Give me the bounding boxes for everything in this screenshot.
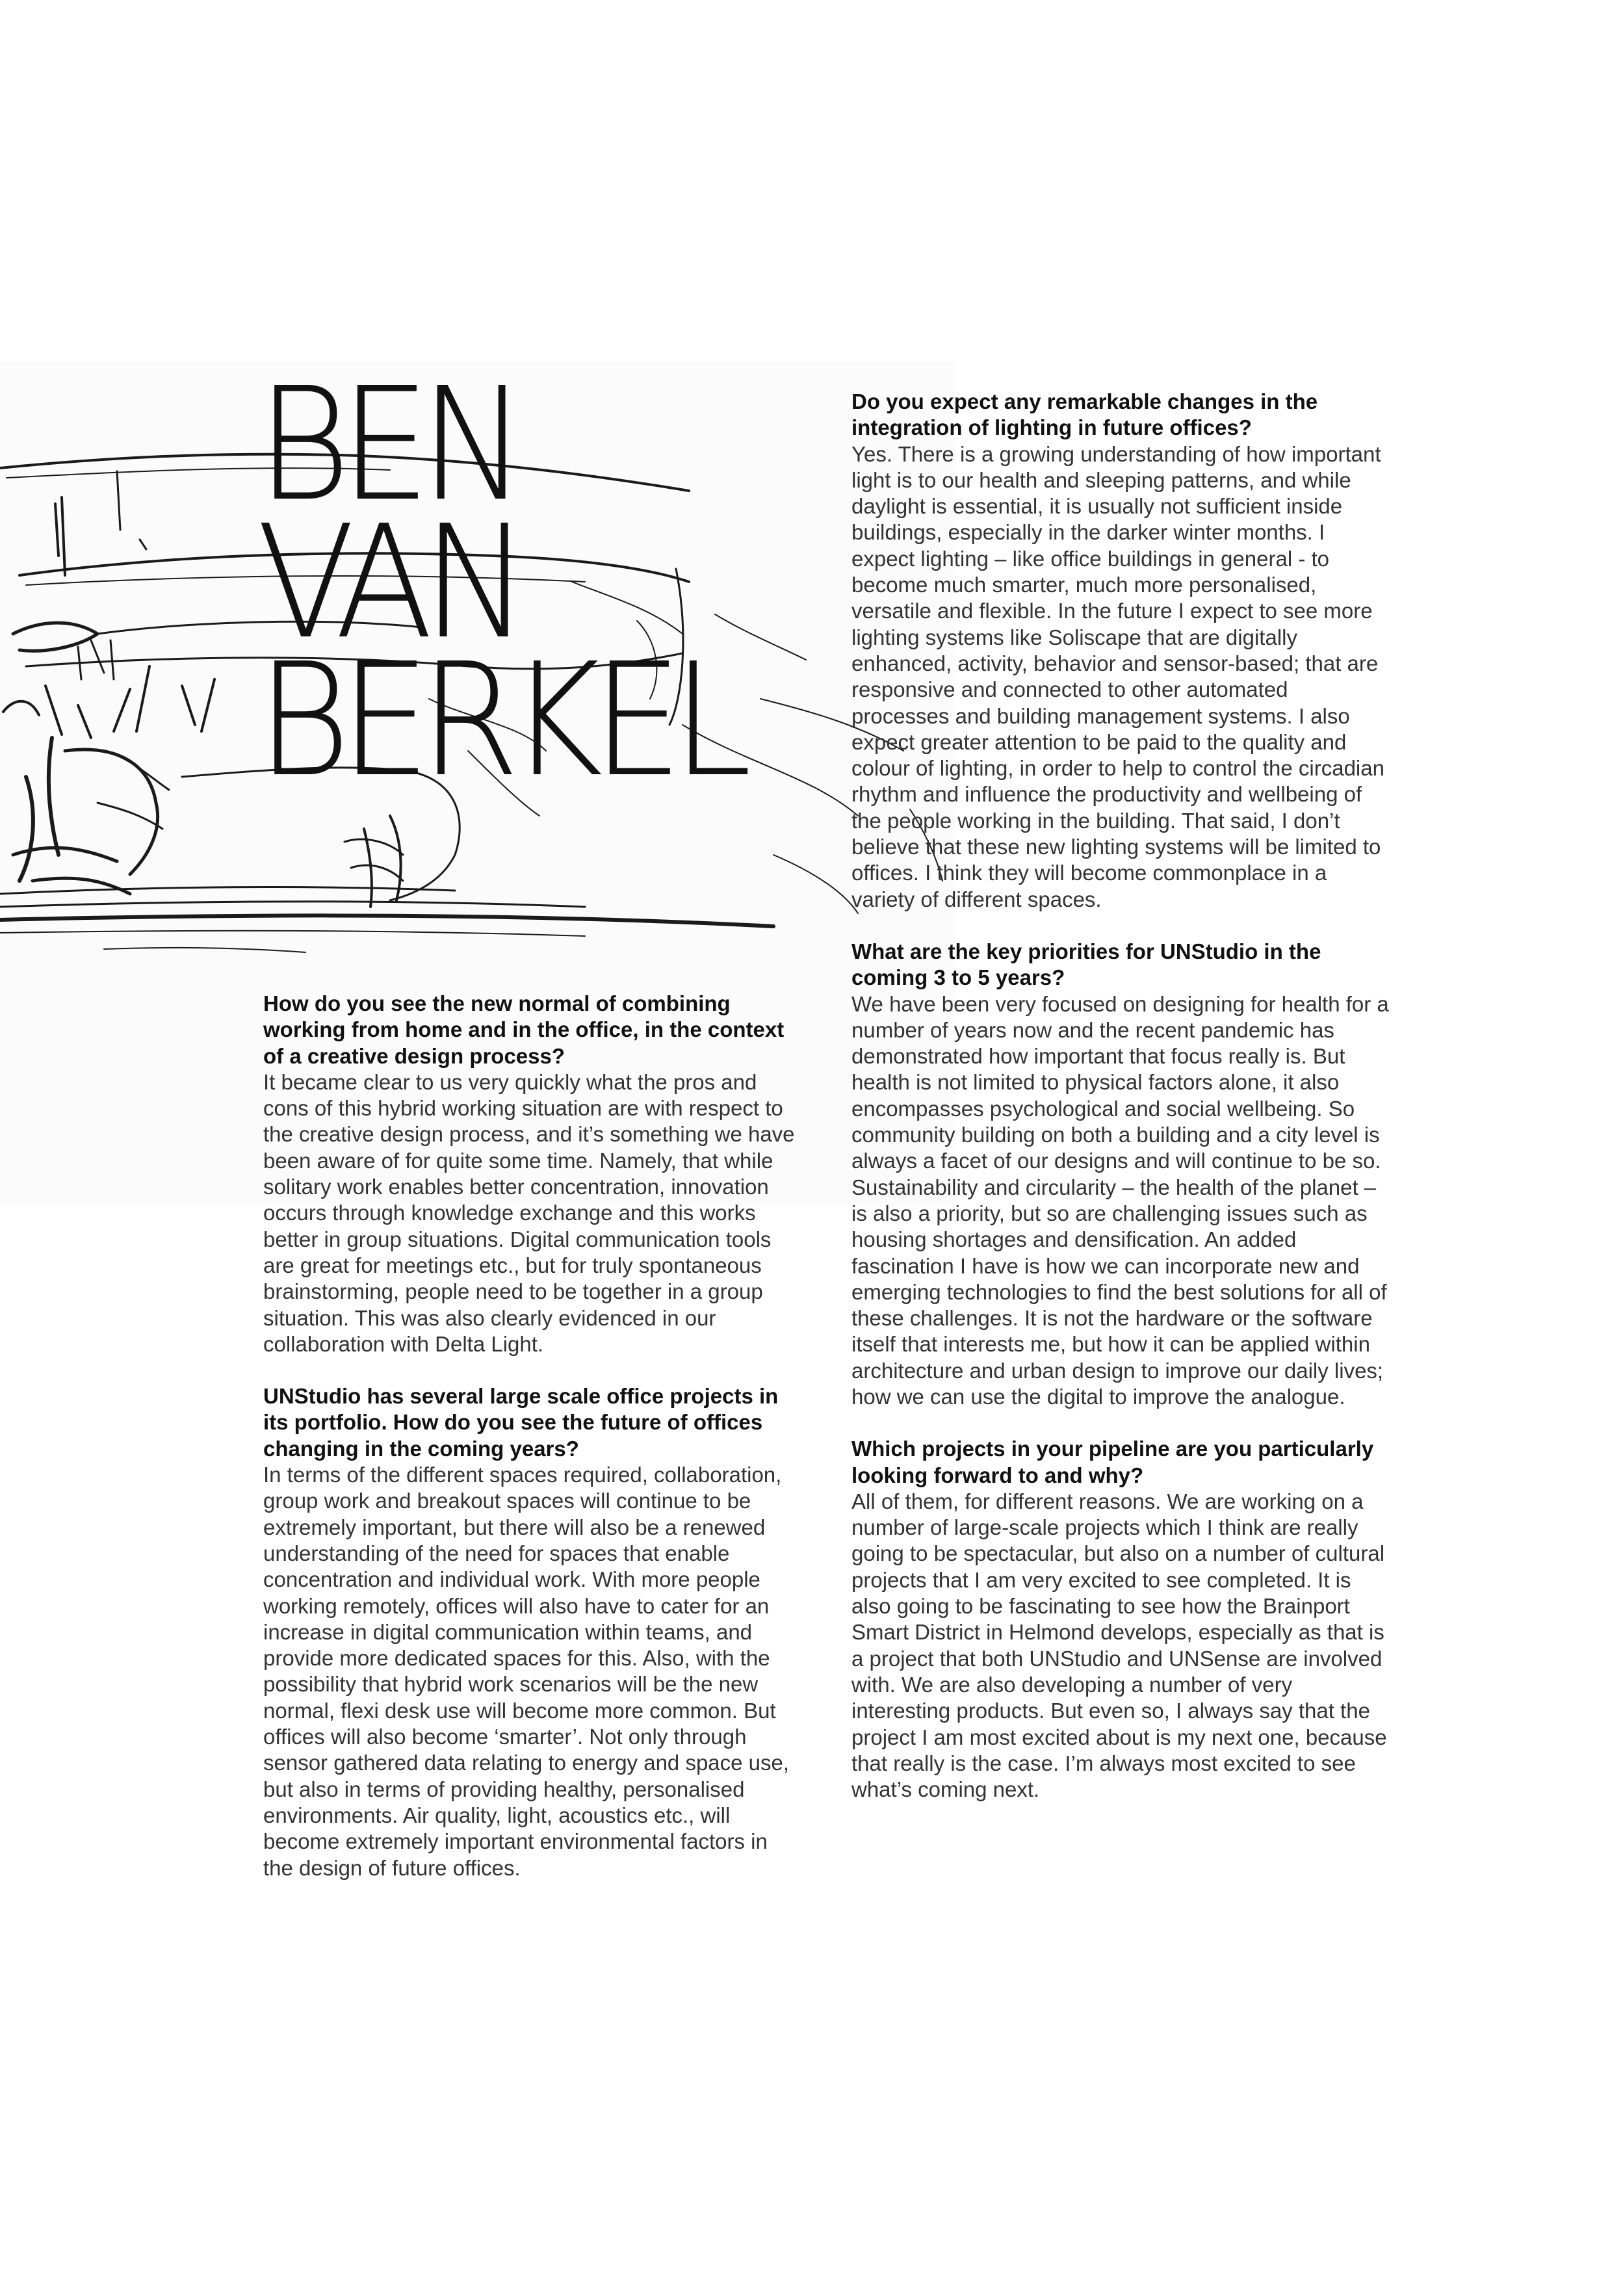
title-line-1: BEN	[257, 354, 517, 536]
left-column	[263, 991, 803, 1907]
answer-paragraph: We have been very focused on designing for health for a number of years now and the recent pandemic has demonstrated how important that focus really is. But health is not limited to physical factors alone, it also encompasses psychological and social wellbeing. So community building on both a building and a city level is always a facet of our designs and will continue to be so. Sustainability and circularity – the health of the planet – is also a priority, but so are challenging issues such as housing shortages and densification. An added fascination I have is how we can incorporate new and emerging technologies to find the best solutions for all of these challenges. It is not the hardware or the software itself that interests me, but how it can be applied within architecture and urban design to improve our daily lives; how we can use the digital to improve the analogue.	[851, 991, 1389, 1409]
answer-paragraph: It became clear to us very quickly what the pros and cons of this hybrid working situation are with respect to the creative design process, and it’s something we have been aware of for quite some time. Namely, that while solitary work enables better concentration, innovation occurs through knowledge exchange and this works better in group situations. Digital communication tools are great for meetings etc., but for truly spontaneous brainstorming, people need to be together in a group situation. This was also clearly evidenced in our collaboration with Delta Light.	[263, 1069, 795, 1356]
title-line-3: BERKEL	[257, 629, 742, 811]
answer-paragraph: In terms of the different spaces required, collaboration, group work and breakout spaces will continue to be extremely important, but there will also be a renewed understanding of the need for spaces that enable concentration and individual work. With more people working remotely, offices will also have to cater for an increase in digital communication within teams, and provide more dedicated spaces for this. Also, with the possibility that hybrid work scenarios will be the new normal, flexi desk use will become more common. But offices will also become ‘smarter’. Not only through sensor gathered data relating to energy and space use, but also in terms of providing healthy, personalised environments. Air quality, light, acoustics etc., will become extremely important environmental factors in the design of future offices.	[263, 1463, 790, 1880]
question-heading: Do you expect any remarkable changes in the integration of lighting in future offices?	[851, 389, 1318, 440]
question-heading: UNStudio has several large scale office projects in its portfolio. How do you see the future of offices changing in the coming years?	[263, 1384, 779, 1461]
question-heading: What are the key priorities for UNStudio in the coming 3 to 5 years?	[851, 939, 1321, 990]
right-column	[851, 389, 1391, 1829]
title-line-2: VAN	[257, 491, 519, 673]
question-heading: How do you see the new normal of combining working from home and in the office, in the context of a creative design process?	[263, 991, 785, 1068]
answer-paragraph: All of them, for different reasons. We are working on a number of large-scale projects which I think are really going to be spectacular, but also on a number of cultural projects that I am very excited to see completed. It is also going to be fascinating to see how the Brainport Smart District in Helmond develops, especially as that is a project that both UNStudio and UNSense are involved with. We are also developing a number of very interesting products. But even so, I always say that the project I am most excited about is my next one, because that really is the case. I’m always most excited to see what’s coming next.	[851, 1489, 1387, 1802]
page-title	[257, 354, 742, 811]
answer-paragraph: Yes. There is a growing understanding of how important light is to our health and sleeping patterns, and while daylight is essential, it is usually not sufficient inside buildings, especially in the darker winter months. I expect lighting – like office buildings in general - to become much smarter, much more personalised, versatile and flexible. In the future I expect to see more lighting systems like Soliscape that are digitally enhanced, activity, behavior and sensor-based; that are responsive and connected to other automated processes and building management systems. I also expect greater attention to be paid to the quality and colour of lighting, in order to help to control the circadian rhythm and influence the productivity and wellbeing of the people working in the building. That said, I don’t believe that these new lighting systems will be limited to offices. I think they will become commonplace in a variety of different spaces.	[851, 441, 1384, 911]
question-heading: Which projects in your pipeline are you particularly looking forward to and why?	[851, 1437, 1374, 1487]
